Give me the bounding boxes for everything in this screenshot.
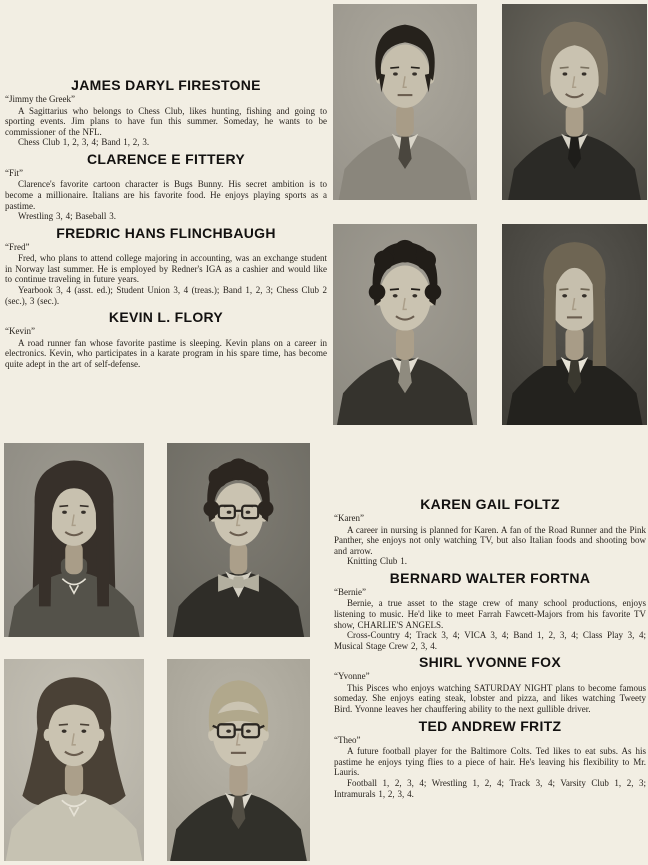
student-nickname: “Yvonne” — [334, 671, 370, 682]
student-activities: Knitting Club 1. — [347, 556, 407, 567]
bio-entry-fortna — [334, 571, 646, 651]
student-name: KEVIN L. FLORY — [108, 309, 224, 326]
portrait-photo-7 — [4, 659, 144, 861]
student-bio: Fred, who plans to attend college majoring in accounting, was an exchange student in Norway last summer. He is employed by Redner's IGA as a cashier and would like to continue traveling in future years. — [5, 253, 327, 285]
student-activities: Cross-Country 4; Track 3, 4; VICA 3, 4; Band 1, 2, 3, 4; Class Play 3, 4; Musical Stage Crew 2, 3, 4. — [334, 630, 646, 651]
student-name: KAREN GAIL FOLTZ — [420, 496, 560, 512]
student-name: TED ANDREW FRITZ — [418, 717, 562, 734]
student-bio: Clarence's favorite cartoon character is Bugs Bunny. His secret ambition is to become a millionaire. Italians are his favorite food. He enjoys playing sports as a pastime. — [5, 179, 327, 211]
bio-entry-fox — [334, 655, 646, 714]
student-name: SHIRL YVONNE FOX — [419, 654, 561, 671]
student-name: BERNARD WALTER FORTNA — [389, 569, 591, 586]
bio-column-left — [5, 78, 327, 370]
student-bio: A road runner fan whose favorite pastime is sleeping. Kevin plans on a career in electronics. Kevin, who participates in a karate program in his spare time, has become quite adept in the art of self-defense. — [5, 337, 327, 369]
student-bio: A Sagittarius who belongs to Chess Club, likes hunting, fishing and going to sporting events. Jim plans to have fun this summer. Someday, he wants to be commissioner of the NFL. — [5, 105, 327, 137]
student-nickname: “Theo” — [334, 734, 361, 745]
student-nickname: “Fred” — [5, 241, 30, 252]
student-activities: Chess Club 1, 2, 3, 4; Band 1, 2, 3. — [18, 137, 150, 148]
portrait-photo-3 — [333, 224, 477, 425]
student-nickname: “Karen” — [334, 513, 364, 523]
student-nickname: “Kevin” — [5, 326, 35, 337]
student-name: JAMES DARYL FIRESTONE — [71, 77, 261, 93]
bio-entry-fritz — [334, 719, 646, 799]
portrait-photo-1 — [333, 4, 477, 200]
student-name: FREDRIC HANS FLINCHBAUGH — [56, 224, 276, 241]
student-bio: A future football player for the Baltimore Colts. Ted likes to eat subs. As his pastime he enjoys tying flies to a piece of hair. He's leaving his flexibility to Mr. Lauris. — [334, 746, 646, 778]
bio-entry-fittery — [5, 152, 327, 222]
student-bio: This Pisces who enjoys watching SATURDAY NIGHT plans to become famous someday. She enjoys eating steak, lobster and pizza, and likes watching Tweety Bird. Yvonne leaves her chauffering ability to the next gullible driver. — [334, 682, 646, 715]
bio-entry-foltz — [334, 497, 646, 567]
student-bio: Bernie, a true asset to the stage crew of many school productions, enjoys listening to music. He'd like to meet Farrah Fawcett-Majors from his favorite TV show, CHARLIE'S ANGELS. — [334, 598, 646, 630]
portrait-photo-4 — [502, 224, 647, 425]
student-nickname: “Fit” — [5, 167, 23, 178]
portrait-photo-8 — [167, 659, 310, 861]
student-nickname: “Bernie” — [334, 586, 366, 597]
student-activities: Wrestling 3, 4; Baseball 3. — [18, 211, 117, 222]
student-nickname: “Jimmy the Greek” — [5, 94, 75, 104]
portrait-photo-6 — [167, 443, 310, 637]
portrait-photo-5 — [4, 443, 144, 637]
bio-entry-firestone — [5, 78, 327, 148]
student-name: CLARENCE E FITTERY — [86, 150, 246, 167]
photo-grid-bottom-left — [4, 443, 310, 861]
portrait-photo-2 — [502, 4, 647, 200]
bio-entry-flinchbaugh — [5, 226, 327, 306]
student-activities: Yearbook 3, 4 (asst. ed.); Student Union 3, 4 (treas.); Band 1, 2, 3; Chess Club 2 (sec.), 3 (sec.). — [5, 285, 327, 306]
photo-grid-top-right — [333, 4, 647, 425]
bio-column-right — [334, 497, 646, 799]
student-bio: A career in nursing is planned for Karen. A fan of the Road Runner and the Pink Panther, she enjoys not only watching TV, but also Italian foods and shooting bow and arrow. — [334, 524, 646, 556]
student-activities: Football 1, 2, 3, 4; Wrestling 1, 2, 4; Track 3, 4; Varsity Club 1, 2, 3; Intramurals 1, 2, 3, 4. — [334, 777, 646, 799]
bio-entry-flory — [5, 310, 327, 369]
